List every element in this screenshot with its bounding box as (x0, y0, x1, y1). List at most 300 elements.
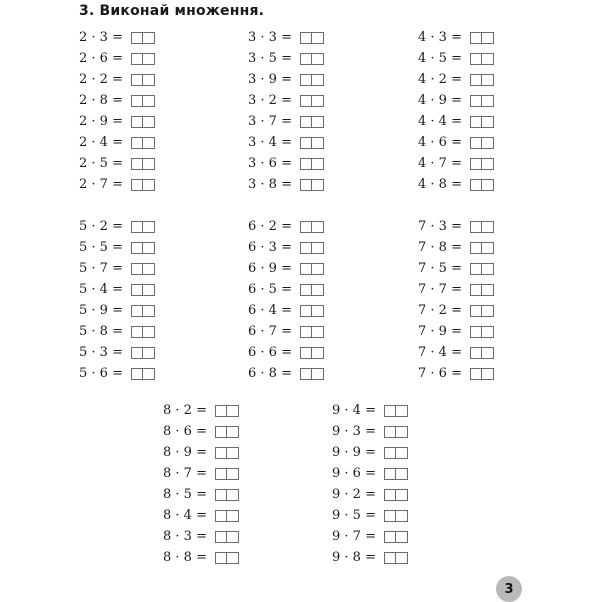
answer-boxes (300, 368, 324, 380)
multiplication-expression: 3 · 4 = (248, 135, 292, 150)
answer-box-ones[interactable] (143, 221, 155, 233)
multiplication-expression: 9 · 7 = (332, 529, 376, 544)
answer-box-tens[interactable] (300, 95, 312, 107)
answer-box-ones[interactable] (396, 552, 408, 564)
multiplication-expression: 2 · 7 = (79, 177, 123, 192)
answer-boxes (384, 426, 408, 438)
answer-box-ones[interactable] (143, 53, 155, 65)
multiplication-expression: 5 · 9 = (79, 303, 123, 318)
answer-boxes (300, 347, 324, 359)
answer-box-tens[interactable] (470, 263, 482, 275)
answer-box-ones[interactable] (227, 447, 239, 459)
exercise-row (418, 321, 494, 342)
answer-boxes (470, 221, 494, 233)
answer-box-ones[interactable] (396, 405, 408, 417)
answer-box-ones[interactable] (143, 263, 155, 275)
answer-box-ones[interactable] (482, 242, 494, 254)
answer-boxes (300, 53, 324, 65)
answer-box-ones[interactable] (396, 426, 408, 438)
answer-boxes (470, 53, 494, 65)
answer-boxes (300, 284, 324, 296)
exercise-row (332, 463, 408, 484)
answer-box-tens[interactable] (470, 74, 482, 86)
answer-boxes (300, 158, 324, 170)
answer-box-tens[interactable] (470, 242, 482, 254)
answer-box-ones[interactable] (143, 32, 155, 44)
answer-box-tens[interactable] (215, 552, 227, 564)
answer-box-tens[interactable] (300, 284, 312, 296)
answer-box-tens[interactable] (215, 447, 227, 459)
answer-box-tens[interactable] (300, 305, 312, 317)
answer-boxes (131, 368, 155, 380)
answer-box-tens[interactable] (131, 368, 143, 380)
answer-box-ones[interactable] (312, 242, 324, 254)
answer-box-tens[interactable] (131, 53, 143, 65)
exercise-row (332, 421, 408, 442)
multiplication-expression: 4 · 9 = (418, 93, 462, 108)
answer-box-ones[interactable] (312, 263, 324, 275)
exercise-row (163, 463, 239, 484)
multiplication-expression: 7 · 5 = (418, 261, 462, 276)
answer-box-ones[interactable] (143, 116, 155, 128)
answer-box-tens[interactable] (131, 284, 143, 296)
answer-boxes (470, 116, 494, 128)
answer-box-tens[interactable] (131, 179, 143, 191)
answer-box-tens[interactable] (131, 158, 143, 170)
answer-box-ones[interactable] (312, 95, 324, 107)
exercise-row (79, 132, 155, 153)
answer-box-tens[interactable] (215, 489, 227, 501)
answer-box-tens[interactable] (470, 53, 482, 65)
answer-box-tens[interactable] (131, 74, 143, 86)
answer-box-tens[interactable] (300, 263, 312, 275)
multiplication-expression: 7 · 3 = (418, 219, 462, 234)
answer-box-tens[interactable] (131, 137, 143, 149)
answer-box-tens[interactable] (470, 32, 482, 44)
multiplication-expression: 3 · 7 = (248, 114, 292, 129)
multiplication-expression: 8 · 4 = (163, 508, 207, 523)
answer-box-ones[interactable] (312, 179, 324, 191)
multiplication-expression: 8 · 3 = (163, 529, 207, 544)
exercise-row (79, 216, 155, 237)
answer-boxes (300, 32, 324, 44)
multiplication-expression: 3 · 2 = (248, 93, 292, 108)
answer-boxes (300, 74, 324, 86)
exercise-row (163, 526, 239, 547)
answer-box-ones[interactable] (482, 32, 494, 44)
answer-box-tens[interactable] (470, 347, 482, 359)
answer-box-ones[interactable] (227, 510, 239, 522)
multiplication-expression: 7 · 9 = (418, 324, 462, 339)
answer-box-tens[interactable] (470, 158, 482, 170)
exercise-row (79, 342, 155, 363)
answer-box-ones[interactable] (143, 326, 155, 338)
multiplication-expression: 3 · 3 = (248, 30, 292, 45)
exercise-row (79, 90, 155, 111)
exercise-row (248, 48, 324, 69)
answer-box-ones[interactable] (312, 284, 324, 296)
exercise-title: 3. Виконай множення. (79, 3, 265, 19)
answer-box-tens[interactable] (470, 326, 482, 338)
exercise-row (418, 300, 494, 321)
multiplication-expression: 2 · 2 = (79, 72, 123, 87)
answer-box-ones[interactable] (482, 137, 494, 149)
answer-box-tens[interactable] (131, 32, 143, 44)
answer-boxes (300, 326, 324, 338)
exercise-row (79, 321, 155, 342)
answer-box-ones[interactable] (143, 368, 155, 380)
exercise-block (79, 216, 155, 384)
answer-box-tens[interactable] (470, 221, 482, 233)
multiplication-expression: 5 · 4 = (79, 282, 123, 297)
multiplication-expression: 9 · 6 = (332, 466, 376, 481)
page-number-badge: 3 (496, 576, 522, 602)
answer-box-tens[interactable] (384, 426, 396, 438)
answer-box-ones[interactable] (312, 137, 324, 149)
answer-boxes (215, 405, 239, 417)
answer-box-tens[interactable] (300, 74, 312, 86)
answer-box-ones[interactable] (396, 489, 408, 501)
answer-box-ones[interactable] (312, 347, 324, 359)
multiplication-expression: 8 · 5 = (163, 487, 207, 502)
exercise-row (163, 505, 239, 526)
multiplication-expression: 4 · 6 = (418, 135, 462, 150)
multiplication-expression: 7 · 6 = (418, 366, 462, 381)
answer-boxes (131, 242, 155, 254)
exercise-block (79, 27, 155, 195)
exercise-row (79, 258, 155, 279)
answer-box-tens[interactable] (470, 368, 482, 380)
exercise-row (248, 90, 324, 111)
answer-box-tens[interactable] (300, 53, 312, 65)
exercise-row (332, 505, 408, 526)
answer-boxes (470, 284, 494, 296)
answer-box-ones[interactable] (143, 179, 155, 191)
multiplication-expression: 8 · 8 = (163, 550, 207, 565)
multiplication-expression: 2 · 9 = (79, 114, 123, 129)
answer-boxes (215, 447, 239, 459)
answer-box-tens[interactable] (384, 447, 396, 459)
exercise-row (332, 547, 408, 568)
answer-box-ones[interactable] (312, 221, 324, 233)
answer-box-tens[interactable] (215, 510, 227, 522)
answer-box-ones[interactable] (312, 116, 324, 128)
answer-box-ones[interactable] (482, 179, 494, 191)
answer-box-ones[interactable] (312, 158, 324, 170)
exercise-row (332, 526, 408, 547)
answer-box-ones[interactable] (143, 284, 155, 296)
answer-box-ones[interactable] (396, 468, 408, 480)
multiplication-expression: 2 · 3 = (79, 30, 123, 45)
answer-box-ones[interactable] (143, 74, 155, 86)
exercise-row (79, 69, 155, 90)
multiplication-expression: 2 · 4 = (79, 135, 123, 150)
exercise-block (163, 400, 239, 568)
exercise-block (418, 27, 494, 195)
exercise-row (163, 442, 239, 463)
multiplication-expression: 7 · 2 = (418, 303, 462, 318)
answer-box-tens[interactable] (131, 242, 143, 254)
exercise-row (248, 174, 324, 195)
exercise-row (248, 279, 324, 300)
exercise-row (418, 153, 494, 174)
answer-boxes (300, 179, 324, 191)
answer-box-tens[interactable] (300, 32, 312, 44)
exercise-row (248, 300, 324, 321)
exercise-row (163, 400, 239, 421)
answer-box-ones[interactable] (143, 158, 155, 170)
answer-box-ones[interactable] (143, 242, 155, 254)
exercise-row (248, 237, 324, 258)
answer-box-tens[interactable] (215, 531, 227, 543)
exercise-row (248, 111, 324, 132)
exercise-row (163, 484, 239, 505)
answer-box-ones[interactable] (482, 368, 494, 380)
answer-boxes (300, 242, 324, 254)
multiplication-expression: 4 · 3 = (418, 30, 462, 45)
answer-box-tens[interactable] (470, 116, 482, 128)
answer-boxes (470, 368, 494, 380)
exercise-row (79, 363, 155, 384)
multiplication-expression: 8 · 6 = (163, 424, 207, 439)
answer-box-ones[interactable] (396, 531, 408, 543)
answer-boxes (131, 326, 155, 338)
answer-boxes (131, 158, 155, 170)
answer-box-ones[interactable] (227, 468, 239, 480)
answer-boxes (470, 326, 494, 338)
multiplication-expression: 3 · 5 = (248, 51, 292, 66)
answer-box-ones[interactable] (227, 531, 239, 543)
multiplication-expression: 4 · 5 = (418, 51, 462, 66)
answer-box-ones[interactable] (482, 158, 494, 170)
answer-boxes (300, 116, 324, 128)
answer-box-tens[interactable] (470, 95, 482, 107)
answer-boxes (470, 179, 494, 191)
exercise-row (79, 48, 155, 69)
answer-box-tens[interactable] (300, 368, 312, 380)
answer-box-tens[interactable] (470, 305, 482, 317)
multiplication-expression: 2 · 8 = (79, 93, 123, 108)
answer-boxes (131, 53, 155, 65)
multiplication-expression: 6 · 4 = (248, 303, 292, 318)
answer-box-tens[interactable] (300, 326, 312, 338)
answer-box-ones[interactable] (482, 116, 494, 128)
answer-box-ones[interactable] (227, 405, 239, 417)
answer-box-tens[interactable] (300, 347, 312, 359)
answer-boxes (384, 468, 408, 480)
multiplication-expression: 8 · 2 = (163, 403, 207, 418)
multiplication-expression: 5 · 5 = (79, 240, 123, 255)
answer-box-tens[interactable] (300, 221, 312, 233)
answer-boxes (470, 263, 494, 275)
answer-boxes (300, 305, 324, 317)
exercise-row (332, 442, 408, 463)
multiplication-expression: 9 · 9 = (332, 445, 376, 460)
answer-box-ones[interactable] (482, 221, 494, 233)
answer-boxes (131, 347, 155, 359)
answer-boxes (470, 347, 494, 359)
answer-boxes (470, 137, 494, 149)
answer-box-tens[interactable] (384, 405, 396, 417)
answer-boxes (131, 179, 155, 191)
answer-box-ones[interactable] (227, 426, 239, 438)
answer-box-ones[interactable] (312, 326, 324, 338)
multiplication-expression: 6 · 6 = (248, 345, 292, 360)
exercise-row (418, 216, 494, 237)
multiplication-expression: 3 · 9 = (248, 72, 292, 87)
multiplication-expression: 8 · 9 = (163, 445, 207, 460)
answer-box-ones[interactable] (312, 53, 324, 65)
answer-box-ones[interactable] (312, 74, 324, 86)
exercise-block (248, 27, 324, 195)
exercise-row (163, 547, 239, 568)
multiplication-expression: 8 · 7 = (163, 466, 207, 481)
multiplication-expression: 6 · 9 = (248, 261, 292, 276)
exercise-block (418, 216, 494, 384)
answer-boxes (384, 405, 408, 417)
answer-boxes (470, 95, 494, 107)
answer-boxes (131, 137, 155, 149)
answer-box-tens[interactable] (384, 468, 396, 480)
multiplication-expression: 5 · 8 = (79, 324, 123, 339)
exercise-row (418, 27, 494, 48)
multiplication-expression: 9 · 8 = (332, 550, 376, 565)
answer-boxes (300, 137, 324, 149)
answer-boxes (215, 489, 239, 501)
exercise-row (418, 48, 494, 69)
answer-box-ones[interactable] (312, 32, 324, 44)
answer-boxes (470, 305, 494, 317)
multiplication-expression: 9 · 2 = (332, 487, 376, 502)
answer-box-tens[interactable] (384, 489, 396, 501)
answer-boxes (131, 305, 155, 317)
answer-boxes (131, 284, 155, 296)
answer-box-tens[interactable] (300, 242, 312, 254)
answer-box-ones[interactable] (482, 326, 494, 338)
answer-box-ones[interactable] (482, 263, 494, 275)
exercise-row (332, 400, 408, 421)
multiplication-expression: 3 · 6 = (248, 156, 292, 171)
answer-boxes (470, 158, 494, 170)
answer-box-ones[interactable] (143, 137, 155, 149)
answer-box-ones[interactable] (482, 53, 494, 65)
answer-box-tens[interactable] (215, 426, 227, 438)
exercise-row (418, 90, 494, 111)
answer-box-tens[interactable] (300, 116, 312, 128)
answer-box-tens[interactable] (300, 158, 312, 170)
answer-boxes (131, 221, 155, 233)
exercise-row (418, 363, 494, 384)
answer-box-ones[interactable] (482, 347, 494, 359)
answer-box-ones[interactable] (312, 305, 324, 317)
answer-boxes (470, 32, 494, 44)
exercise-block (248, 216, 324, 384)
answer-box-tens[interactable] (215, 468, 227, 480)
answer-box-tens[interactable] (215, 405, 227, 417)
answer-boxes (131, 32, 155, 44)
exercise-row (79, 111, 155, 132)
multiplication-expression: 2 · 6 = (79, 51, 123, 66)
multiplication-expression: 5 · 6 = (79, 366, 123, 381)
answer-box-tens[interactable] (470, 137, 482, 149)
answer-box-tens[interactable] (300, 179, 312, 191)
answer-box-tens[interactable] (131, 326, 143, 338)
multiplication-expression: 4 · 2 = (418, 72, 462, 87)
answer-boxes (215, 510, 239, 522)
answer-box-tens[interactable] (384, 510, 396, 522)
answer-box-tens[interactable] (300, 137, 312, 149)
multiplication-expression: 3 · 8 = (248, 177, 292, 192)
exercise-row (418, 174, 494, 195)
exercise-row (248, 363, 324, 384)
exercise-row (79, 27, 155, 48)
answer-box-ones[interactable] (482, 74, 494, 86)
exercise-row (248, 216, 324, 237)
answer-box-tens[interactable] (384, 531, 396, 543)
answer-boxes (384, 552, 408, 564)
answer-box-tens[interactable] (131, 116, 143, 128)
answer-box-tens[interactable] (131, 305, 143, 317)
answer-box-ones[interactable] (482, 284, 494, 296)
exercise-row (79, 174, 155, 195)
multiplication-expression: 6 · 7 = (248, 324, 292, 339)
answer-boxes (131, 95, 155, 107)
exercise-row (332, 484, 408, 505)
answer-box-tens[interactable] (470, 179, 482, 191)
exercise-row (79, 279, 155, 300)
multiplication-expression: 4 · 4 = (418, 114, 462, 129)
exercise-row (248, 258, 324, 279)
answer-boxes (470, 74, 494, 86)
answer-box-tens[interactable] (470, 284, 482, 296)
exercise-row (79, 237, 155, 258)
multiplication-expression: 7 · 8 = (418, 240, 462, 255)
answer-boxes (300, 263, 324, 275)
answer-boxes (131, 74, 155, 86)
multiplication-expression: 9 · 5 = (332, 508, 376, 523)
exercise-row (418, 258, 494, 279)
answer-box-ones[interactable] (227, 552, 239, 564)
multiplication-expression: 9 · 3 = (332, 424, 376, 439)
exercise-row (79, 300, 155, 321)
answer-box-ones[interactable] (396, 447, 408, 459)
exercise-block (332, 400, 408, 568)
answer-box-tens[interactable] (131, 347, 143, 359)
answer-box-tens[interactable] (131, 95, 143, 107)
exercise-row (418, 237, 494, 258)
answer-boxes (384, 447, 408, 459)
answer-box-ones[interactable] (143, 95, 155, 107)
answer-box-ones[interactable] (312, 368, 324, 380)
answer-box-ones[interactable] (482, 95, 494, 107)
answer-box-tens[interactable] (131, 221, 143, 233)
answer-boxes (384, 489, 408, 501)
answer-box-ones[interactable] (143, 347, 155, 359)
answer-box-ones[interactable] (482, 305, 494, 317)
answer-box-ones[interactable] (227, 489, 239, 501)
exercise-row (248, 69, 324, 90)
answer-boxes (300, 221, 324, 233)
exercise-row (418, 342, 494, 363)
answer-box-ones[interactable] (396, 510, 408, 522)
exercise-row (418, 279, 494, 300)
exercise-row (163, 421, 239, 442)
answer-box-tens[interactable] (131, 263, 143, 275)
answer-box-ones[interactable] (143, 305, 155, 317)
answer-box-tens[interactable] (384, 552, 396, 564)
answer-boxes (470, 242, 494, 254)
multiplication-expression: 5 · 7 = (79, 261, 123, 276)
